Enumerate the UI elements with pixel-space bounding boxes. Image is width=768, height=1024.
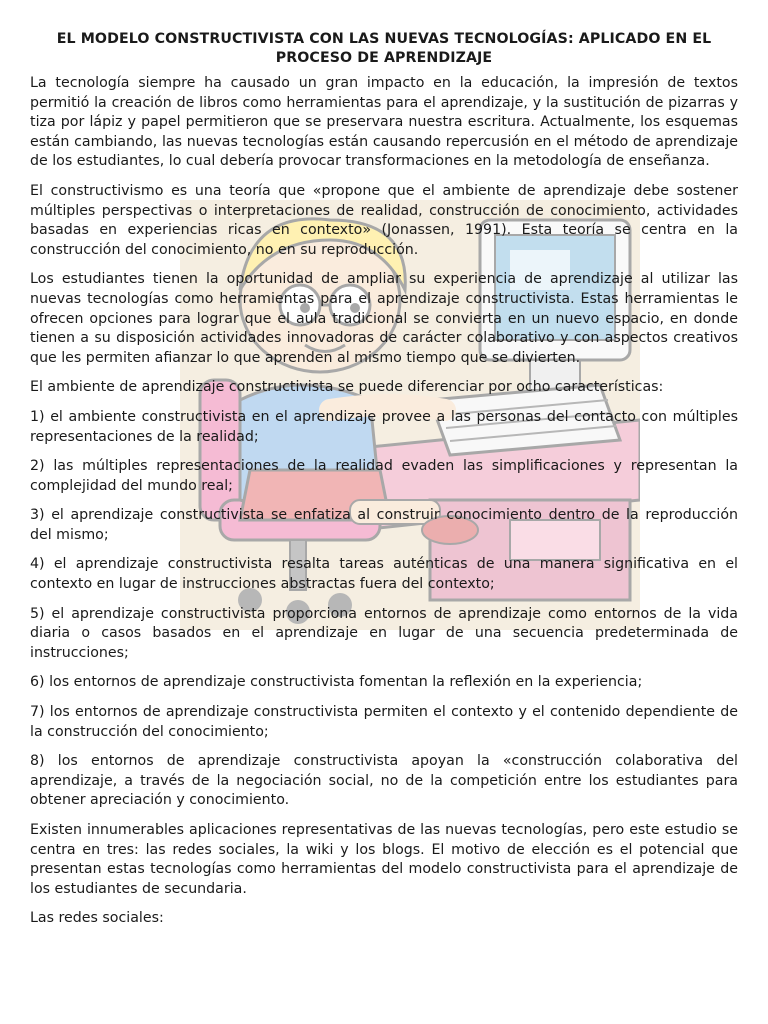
list-item-3: 3) el aprendizaje constructivista se enfatiza al construir conocimiento dentro de la reproducción del mismo;: [30, 507, 738, 543]
paragraph-students: Los estudiantes tienen la oportunidad de ampliar su experiencia de aprendizaje al utilizar las nuevas tecnologías como herramientas para el aprendizaje constructivista. Estas herramientas le ofrecen opciones para lograr que el aula tradicional se convierta en un nuevo espacio, en donde tienen a su disposición actividades innovadoras de carácter colaborativo y con aspectos creativos que les permiten afianzar lo que aprenden al mismo tiempo que se divierten.: [30, 271, 738, 366]
list-item-7: 7) los entornos de aprendizaje constructivista permiten el contexto y el contenido dependiente de la construcción del conocimiento;: [30, 704, 738, 740]
list-item-8: 8) los entornos de aprendizaje constructivista apoyan la «construcción colaborativa del aprendizaje, a través de la negociación social, no de la competición entre los estudiantes para obtener apreciación y conocimiento.: [30, 753, 738, 809]
paragraph-applications: Existen innumerables aplicaciones representativas de las nuevas tecnologías, pero este estudio se centra en tres: las redes sociales, la wiki y los blogs. El motivo de elección es el potencial que presentan estas tecnologías como herramientas del modelo constructivista para el aprendizaje de los estudiantes de secundaria.: [30, 822, 738, 897]
list-item-2: 2) las múltiples representaciones de la realidad evaden las simplificaciones y representan la complejidad del mundo real;: [30, 458, 738, 494]
paragraph-constructivism: El constructivismo es una teoría que «propone que el ambiente de aprendizaje debe sostener múltiples perspectivas o interpretaciones de realidad, construcción de conocimiento, actividades basadas en experiencias ricas en contexto» (Jonassen, 1991). Esta teoría se centra en la construcción del conocimiento, no en su reproducción.: [30, 182, 738, 258]
section-heading-redes-sociales: Las redes sociales:: [30, 910, 164, 927]
paragraph-intro: La tecnología siempre ha causado un gran impacto en la educación, la impresión de textos permitió la creación de libros como herramientas para el aprendizaje, y la sustitución de pizarras y tiza por lápiz y papel permitieron que se preservara nuestra escritura. Actualmente, los esquemas están cambiando, las nuevas tecnologías están causando repercusión en el método de aprendizaje de los estudiantes, lo cual debería provocar transformaciones en la metodología de enseñanza.: [30, 75, 738, 170]
list-item-1: 1) el ambiente constructivista en el aprendizaje provee a las personas del contacto con múltiples representaciones de la realidad;: [30, 408, 738, 445]
list-item-5: 5) el aprendizaje constructivista proporciona entornos de aprendizaje como entornos de la vida diaria o casos basados en el aprendizaje en lugar de una secuencia predeterminada de instrucciones;: [30, 605, 738, 661]
list-item-6: 6) los entornos de aprendizaje constructivista fomentan la reflexión en la experiencia;: [30, 674, 643, 691]
list-item-4: 4) el aprendizaje constructivista resalta tareas auténticas de una manera significativa en el contexto en lugar de instrucciones abstractas fuera del contexto;: [30, 556, 738, 593]
paragraph-characteristics-intro: El ambiente de aprendizaje constructivista se puede diferenciar por ocho características:: [30, 379, 664, 396]
document-title: EL MODELO CONSTRUCTIVISTA CON LAS NUEVAS TECNOLOGÍAS: APLICADO EN EL PROCESO DE APRENDIZAJE: [56, 31, 712, 66]
